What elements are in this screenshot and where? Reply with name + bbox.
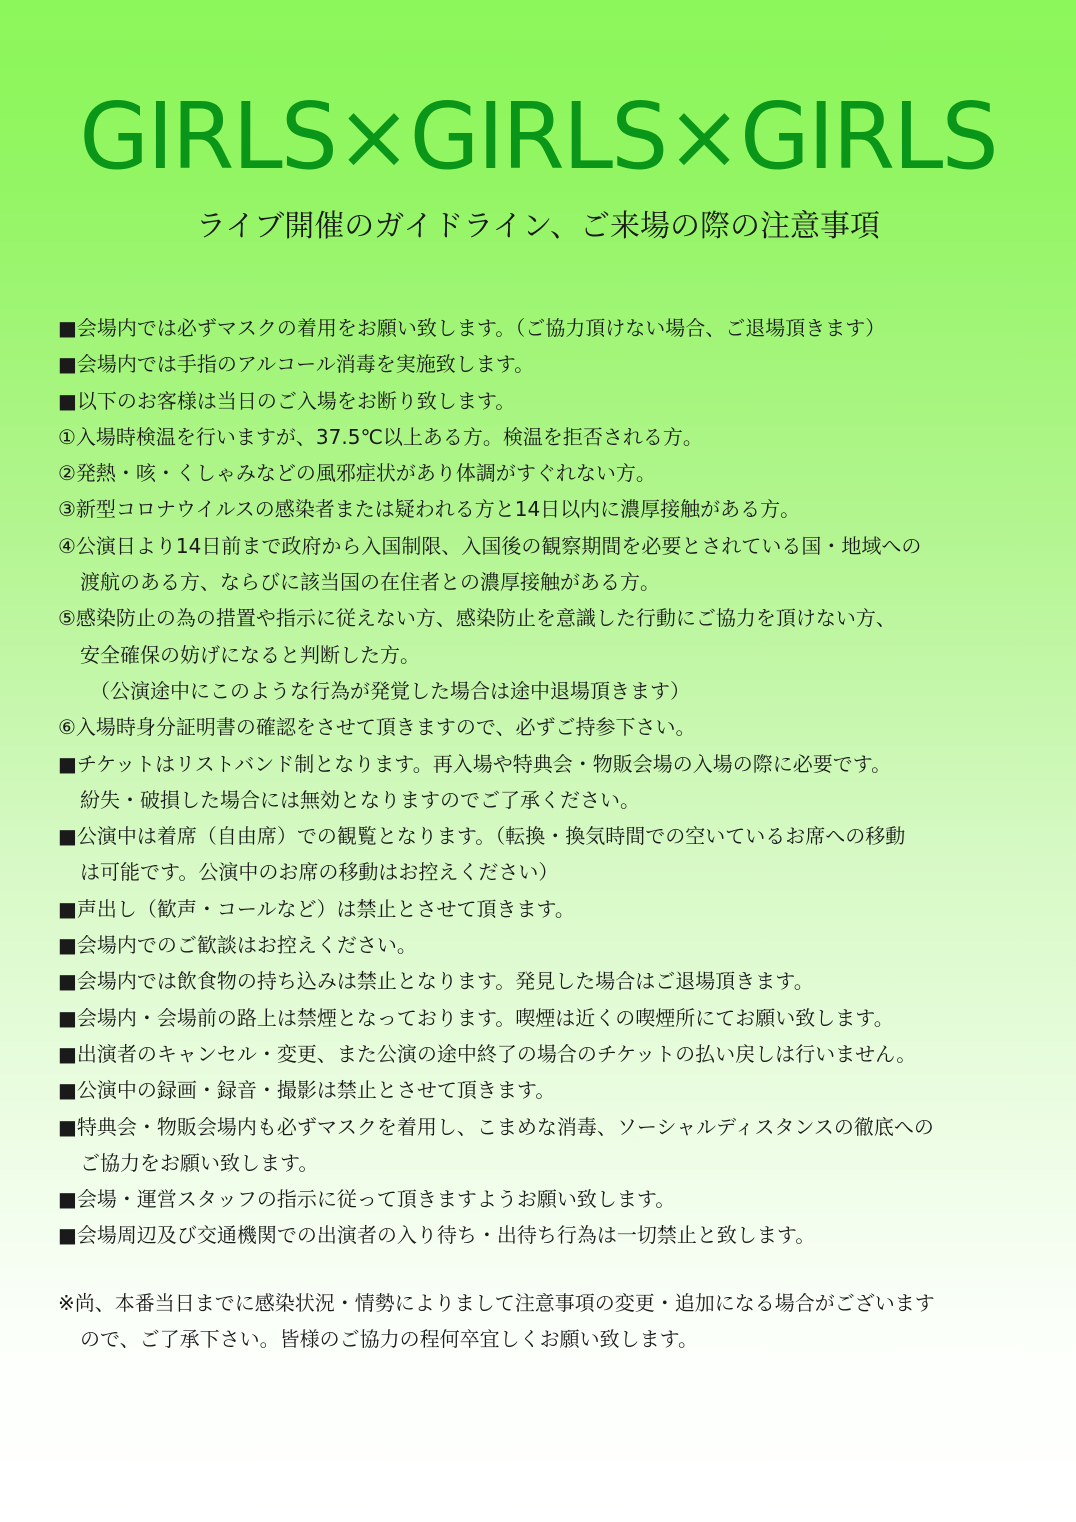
- notice-line: ■公演中は着席（自由席）での観覧となります。（転換・換気時間での空いているお席への移動: [58, 824, 906, 849]
- notice-line: 安全確保の妨げになると判断した方。: [80, 642, 420, 667]
- page-title: GIRLS×GIRLS×GIRLS: [79, 83, 997, 190]
- notice-line: ⑥入場時身分証明書の確認をさせて頂きますので、必ずご持参下さい。: [58, 715, 696, 740]
- notice-line: ■会場内では必ずマスクの着用をお願い致します。（ご協力頂けない場合、ご退場頂きます）: [58, 316, 886, 340]
- notice-line: は可能です。公演中のお席の移動はお控えください）: [80, 860, 559, 885]
- notice-line: ■会場内でのご歓談はお控えください。: [58, 933, 417, 958]
- notice-line: ■会場内では飲食物の持ち込みは禁止となります。発見した場合はご退場頂きます。: [58, 969, 814, 994]
- notice-line: ■会場・運営スタッフの指示に従って頂きますようお願い致します。: [58, 1187, 676, 1212]
- notice-line: ①入場時検温を行いますが、37.5℃以上ある方。検温を拒否される方。: [58, 424, 703, 449]
- notice-line: ■特典会・物販会場内も必ずマスクを着用し、こまめな消毒、ソーシャルディスタンスの徹底への: [58, 1114, 934, 1139]
- notice-line: ご協力をお願い致します。: [80, 1150, 319, 1175]
- notice-line: ③新型コロナウイルスの感染者または疑われる方と14日以内に濃厚接触がある方。: [58, 497, 801, 522]
- notice-line: ④公演日より14日前まで政府から入国制限、入国後の観察期間を必要とされている国・地域への: [58, 533, 922, 558]
- notice-line: ■声出し（歓声・コールなど）は禁止とさせて頂きます。: [58, 896, 575, 921]
- notice-line: ■出演者のキャンセル・変更、また公演の途中終了の場合のチケットの払い戻しは行いません。: [58, 1041, 917, 1066]
- notice-line: 紛失・破損した場合には無効となりますのでご了承ください。: [80, 787, 640, 812]
- notice-line: （公演途中にこのような行為が発覚した場合は途中退場頂きます）: [90, 678, 690, 703]
- notice-line: ■会場内では手指のアルコール消毒を実施致します。: [58, 352, 535, 377]
- footer-line: ので、ご了承下さい。皆様のご協力の程何卒宜しくお願い致します。: [80, 1327, 698, 1352]
- notice-line: 渡航のある方、ならびに該当国の在住者との濃厚接触がある方。: [80, 570, 660, 595]
- notice-line: ■以下のお客様は当日のご入場をお断り致します。: [58, 388, 516, 413]
- footer-note: [58, 1285, 1048, 1358]
- notice-list: [58, 310, 1048, 1254]
- notice-line: ②発熱・咳・くしゃみなどの風邪症状があり体調がすぐれない方。: [58, 461, 656, 486]
- notice-line: ⑤感染防止の為の措置や指示に従えない方、感染防止を意識した行動にご協力を頂けない方、: [58, 606, 896, 631]
- notice-line: ■会場周辺及び交通機関での出演者の入り待ち・出待ち行為は一切禁止と致します。: [58, 1223, 816, 1248]
- page-subtitle: ライブ開催のガイドライン、ご来場の際の注意事項: [196, 209, 880, 244]
- footer-line: ※尚、本番当日までに感染状況・情勢によりまして注意事項の変更・追加になる場合がございます: [58, 1291, 935, 1315]
- notice-line: ■公演中の録画・録音・撮影は禁止とさせて頂きます。: [58, 1078, 556, 1103]
- notice-line: ■会場内・会場前の路上は禁煙となっております。喫煙は近くの喫煙所にてお願い致します。: [58, 1005, 894, 1030]
- notice-line: ■チケットはリストバンド制となります。再入場や特典会・物販会場の入場の際に必要です。: [58, 751, 892, 776]
